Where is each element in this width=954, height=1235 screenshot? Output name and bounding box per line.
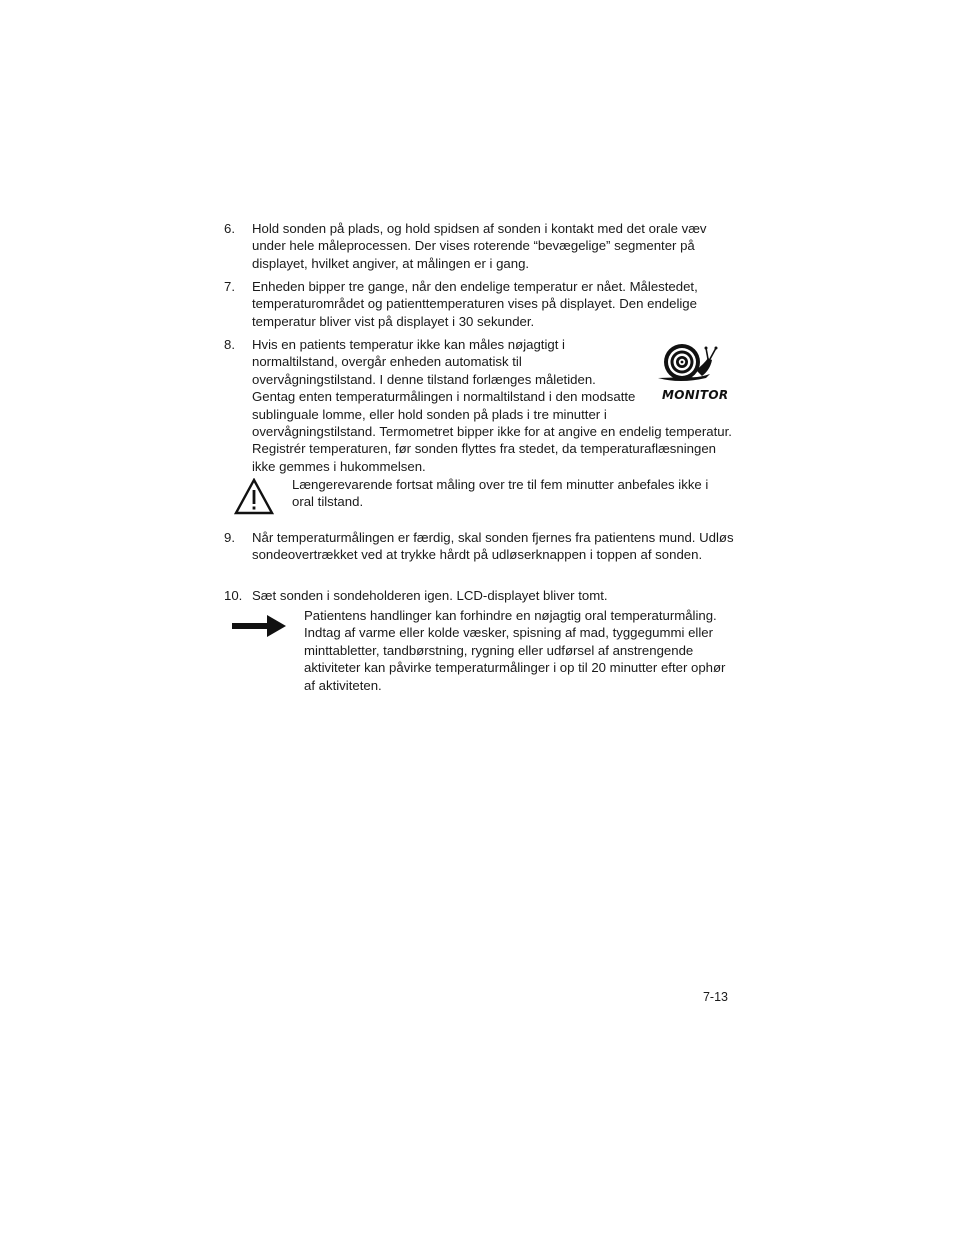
arrow-right-icon [231, 614, 287, 638]
page-number: 7-13 [702, 990, 728, 1004]
step-number: 9. [224, 530, 235, 545]
step-text: Sæt sonden i sondeholderen igen. LCD-displayet bliver tomt. [252, 588, 608, 603]
snail-icon [650, 340, 720, 386]
step-body [252, 336, 734, 475]
step-10 [224, 587, 734, 604]
warning-note-text: Længerevarende fortsat måling over tre til fem minutter anbefales ikke i oral tilstand. [292, 477, 709, 510]
monitor-label: MONITOR [662, 388, 729, 402]
step-8 [224, 336, 734, 475]
step-number: 6. [224, 221, 235, 236]
step-number: 7. [224, 279, 235, 294]
step-9 [224, 529, 734, 564]
step-text: Enheden bipper tre gange, når den endelige temperatur er nået. Målestedet, temperaturområdet og patienttemperaturen vises på displayet. Den endelige temperatur bliver vist på displayet i 30 sekunder. [252, 279, 698, 329]
monitor-mode-icon [650, 340, 742, 410]
warning-note [292, 476, 722, 511]
arrow-note [304, 607, 728, 694]
arrow-note-text: Patientens handlinger kan forhindre en nøjagtig oral temperaturmåling. Indtag af varme eller kolde væsker, spisning af mad, tyggegummi eller minttabletter, tandbørstning, rygning eller udførsel af anstrengende aktiviteter kan påvirke temperaturmålinger i op til 20 minutter efter ophør af aktiviteten. [304, 608, 726, 693]
step-7 [224, 278, 734, 330]
step-6 [224, 220, 734, 272]
step-text: Når temperaturmålingen er færdig, skal sonden fjernes fra patientens mund. Udløs sondeovertrækket ved at trykke hårdt på udløserknappen i toppen af sonden. [252, 530, 734, 563]
step-text: Hvis en patients temperatur ikke kan måles nøjagtigt i normaltilstand, overgår enheden automatisk til overvågningstilstand. I denne tilstand forlænges måletiden. Gentag enten temperaturmålingen i normaltilstand i den modsatte sublinguale lomme, eller hold sonden på plads i tre minutter i overvågningstilstand. Termometret bipper ikke for at angive en endelig temperatur. Registrér temperaturen, før sonden flyttes fra stedet, da temperaturaflæsningen ikke gemmes i hukommelsen. [252, 337, 732, 474]
warning-triangle-icon [234, 478, 274, 516]
step-text: Hold sonden på plads, og hold spidsen af sonden i kontakt med det orale væv under hele måleprocessen. Der vises roterende “bevægelige” segmenter på displayet, hvilket angiver, at målingen er i gang. [252, 221, 707, 271]
step-number: 8. [224, 337, 235, 352]
step-number: 10. [224, 588, 243, 603]
